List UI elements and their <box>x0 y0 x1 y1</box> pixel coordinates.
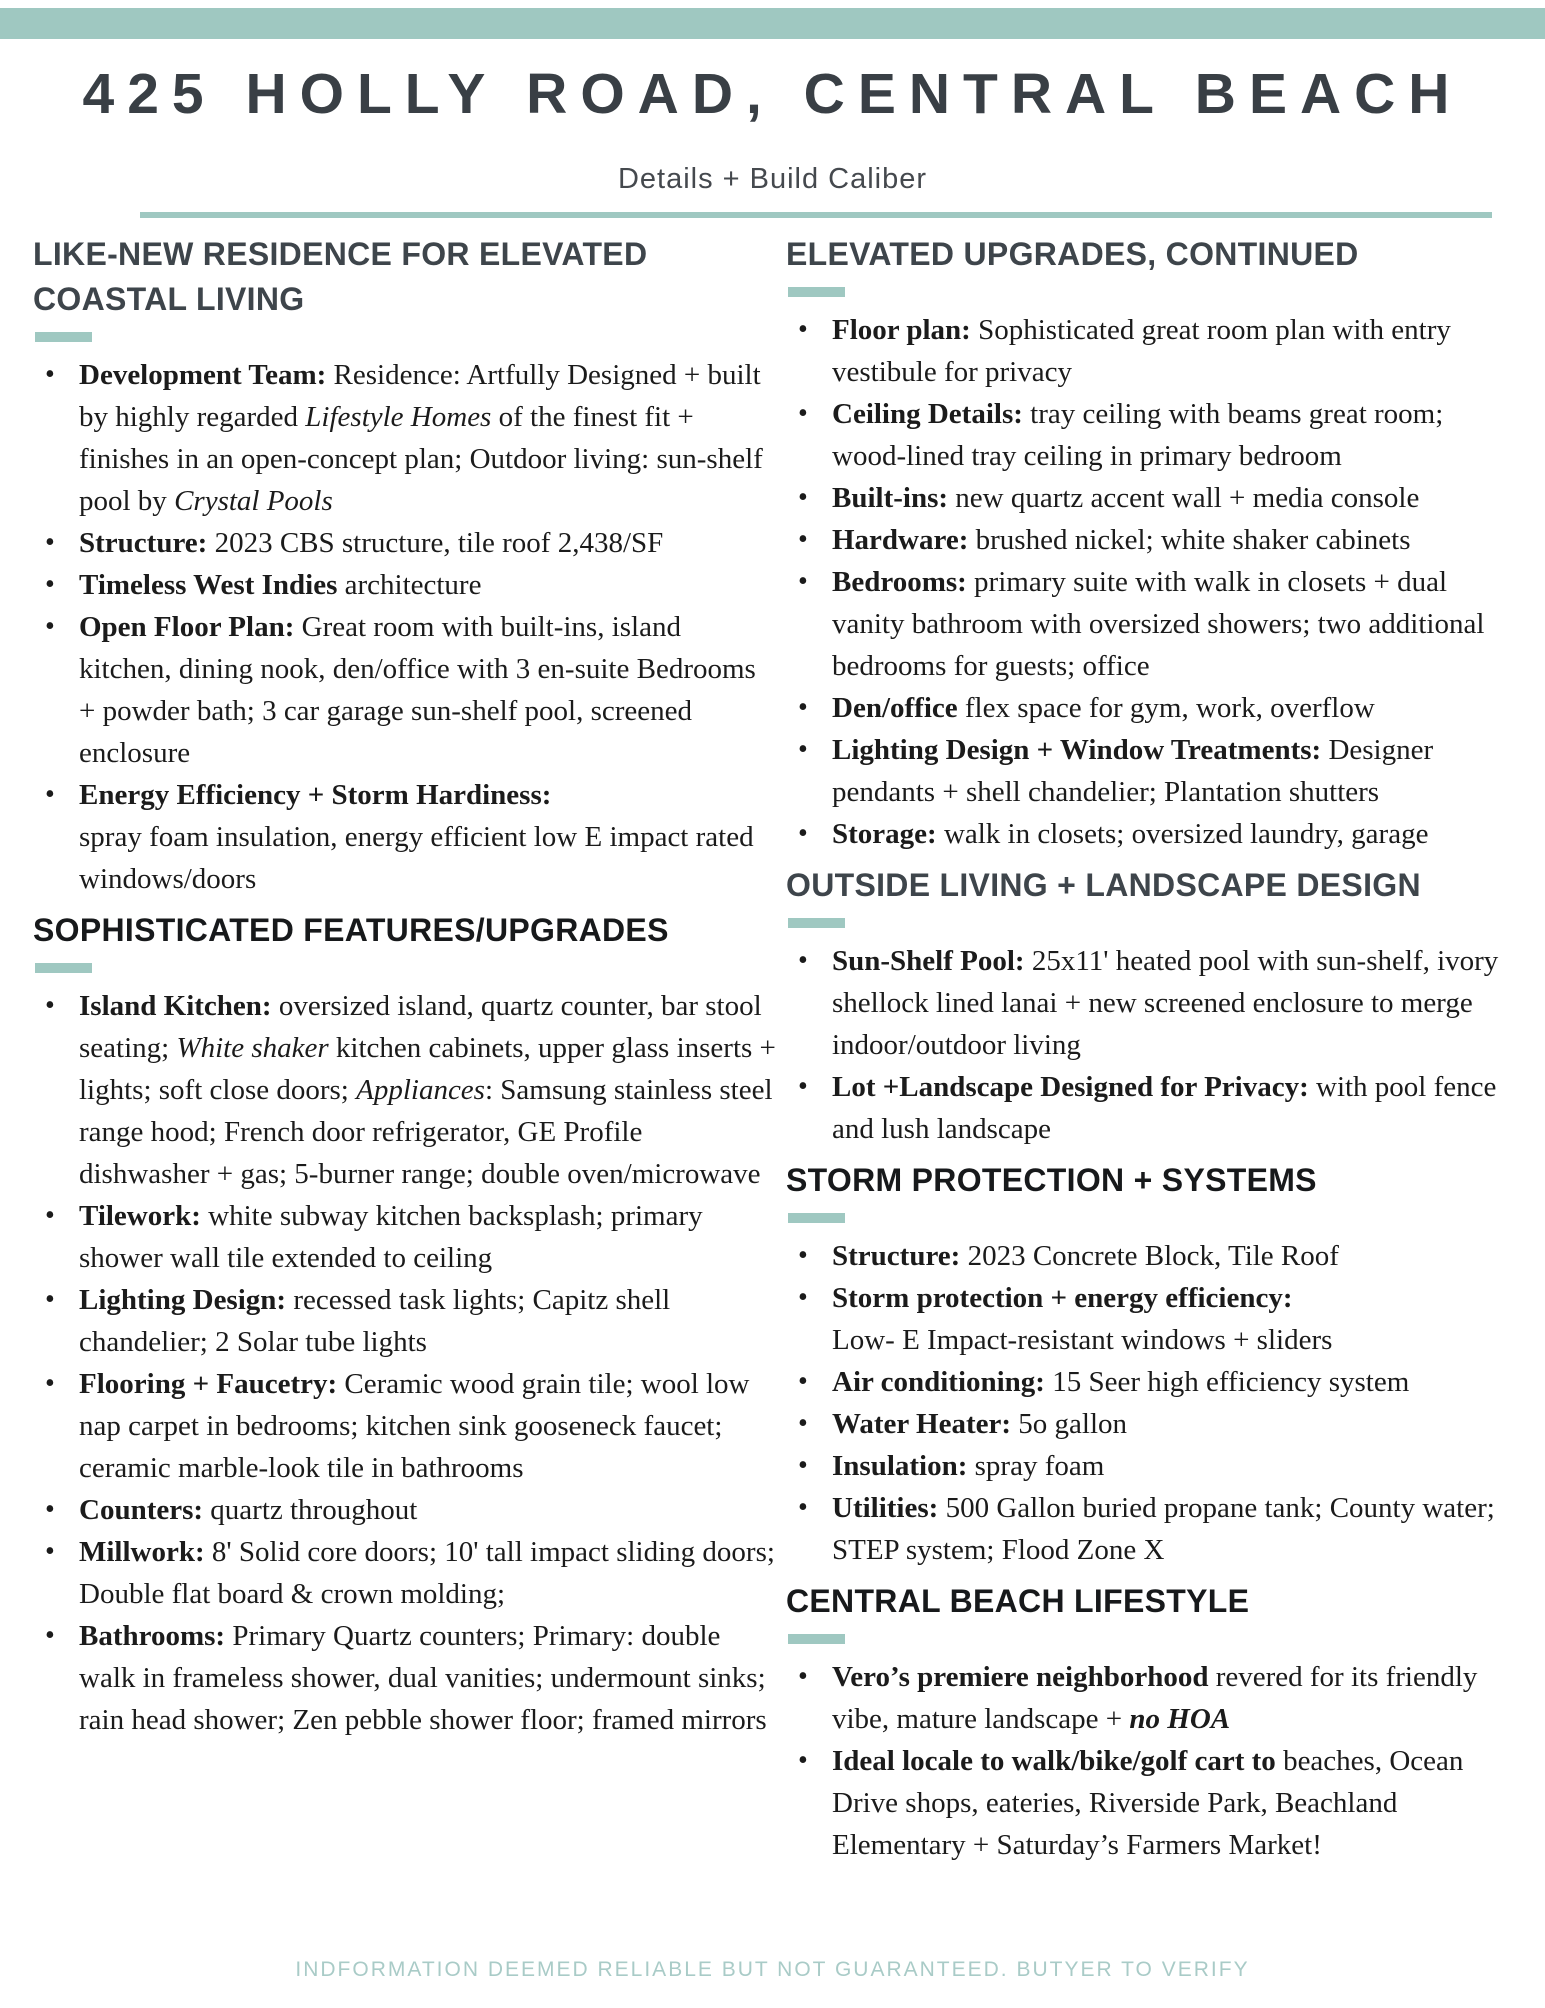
bullet-text-segment: Appliances <box>356 1074 485 1107</box>
section-heading: CENTRAL BEACH LIFESTYLE <box>786 1583 1250 1620</box>
list-item <box>786 519 1523 561</box>
bullet-text-segment: Open Floor Plan: <box>79 611 295 644</box>
bullet-text-segment: 5o gallon <box>1011 1408 1128 1441</box>
bullet-text-segment: new quartz accent wall + media console <box>948 482 1420 515</box>
heading-accent-bar <box>35 963 92 973</box>
bullet-text-segment: recessed task lights; Capitz shell chandelier; 2 Solar tube lights <box>79 1284 671 1359</box>
title-divider <box>140 212 1492 218</box>
bullet-text-segment: beaches, Ocean Drive shops, eateries, Riverside Park, Beachland Elementary + Saturday’s Farmers Market! <box>832 1745 1464 1862</box>
list-item <box>786 1066 1523 1150</box>
bullet-text-segment: walk in closets; oversized laundry, garage <box>936 818 1429 851</box>
bullet-list <box>33 985 778 1741</box>
bullet-text-segment: Millwork: <box>79 1536 205 1569</box>
top-accent-bar <box>0 8 1545 39</box>
bullet-text-segment: no HOA <box>1129 1703 1231 1736</box>
bullet-text-segment: Den/office <box>832 692 958 725</box>
section <box>33 232 778 900</box>
heading-accent-bar <box>35 332 92 342</box>
bullet-text-segment: kitchen cabinets, upper glass inserts + lights; soft close doors; <box>79 1032 776 1107</box>
bullet-text-segment: flex space for gym, work, overflow <box>957 692 1375 725</box>
bullet-text-segment: Tilework: <box>79 1200 201 1233</box>
bullet-text-segment: of the finest fit + finishes in an open-concept plan; Outdoor living: sun-shelf pool by <box>79 401 763 518</box>
page-title: 425 HOLLY ROAD, CENTRAL BEACH <box>82 62 1463 126</box>
bullet-text-segment: Storage: <box>832 818 937 851</box>
bullet-text-segment: Sophisticated great room plan with entry vestibule for privacy <box>832 314 1451 389</box>
section <box>33 908 778 1741</box>
bullet-text-segment: Island Kitchen: <box>79 990 272 1023</box>
bullet-text-segment: Insulation: <box>832 1450 968 1483</box>
section-heading: ELEVATED UPGRADES, CONTINUED <box>786 236 1359 273</box>
bullet-text-segment: Floor plan: <box>832 314 971 347</box>
page-subtitle: Details + Build Caliber <box>617 163 928 196</box>
list-item <box>786 309 1523 393</box>
list-item <box>786 1656 1523 1740</box>
list-item <box>786 1361 1523 1403</box>
bullet-text-segment: Structure: <box>832 1240 961 1273</box>
bullet-text-segment: revered for its friendly vibe, mature landscape + <box>832 1661 1478 1736</box>
list-item <box>33 985 778 1195</box>
bullet-text-segment: Ceiling Details: <box>832 398 1023 431</box>
bullet-list <box>786 940 1523 1150</box>
bullet-text-segment: tray ceiling with beams great room; wood-lined tray ceiling in primary bedroom <box>832 398 1444 473</box>
bullet-text-segment: 2023 Concrete Block, Tile Roof <box>960 1240 1339 1273</box>
bullet-text-segment: Crystal Pools <box>174 485 333 518</box>
heading-accent-bar <box>788 1634 845 1644</box>
bullet-text-segment: 8' Solid core doors; 10' tall impact sliding doors; Double flat board & crown molding; <box>79 1536 775 1611</box>
heading-accent-bar <box>788 1213 845 1223</box>
bullet-text-segment: Lot +Landscape Designed for Privacy: <box>832 1071 1309 1104</box>
list-item <box>786 1277 1523 1361</box>
section-heading: SOPHISTICATED FEATURES/UPGRADES <box>33 912 669 949</box>
bullet-text-segment: Timeless West Indies <box>79 569 338 602</box>
list-item <box>33 354 778 522</box>
list-item <box>33 1363 778 1489</box>
section <box>786 232 1523 855</box>
left-column <box>33 232 778 1866</box>
bullet-text-segment: 25x11' heated pool with sun-shelf, ivory shellock lined lanai + new screened enclosure to merge indoor/outdoor living <box>832 945 1499 1062</box>
bullet-text-segment: with pool fence and lush landscape <box>832 1071 1497 1146</box>
bullet-text-segment: Energy Efficiency + Storm Hardiness: <box>79 779 552 812</box>
bullet-text-segment: Hardware: <box>832 524 969 557</box>
bullet-text-segment: Bathrooms: <box>79 1620 226 1653</box>
bullet-text-segment: Flooring + Faucetry: <box>79 1368 338 1401</box>
heading-accent-bar <box>788 918 845 928</box>
bullet-text-segment: oversized island, quartz counter, bar stool seating; <box>79 990 762 1065</box>
list-item <box>786 1235 1523 1277</box>
bullet-text-segment: Utilities: <box>832 1492 939 1525</box>
section <box>786 863 1523 1150</box>
list-item <box>786 1740 1523 1866</box>
list-item <box>786 1487 1523 1571</box>
bullet-text-segment: Low- E Impact-resistant windows + sliders <box>832 1324 1333 1357</box>
bullet-list <box>786 309 1523 855</box>
list-item <box>786 687 1523 729</box>
bullet-text-segment: Ceramic wood grain tile; wool low nap carpet in bedrooms; kitchen sink gooseneck faucet; ceramic marble-look tile in bathrooms <box>79 1368 750 1485</box>
bullet-text-segment: : Samsung stainless steel range hood; French door refrigerator, GE Profile dishwasher + gas; 5-burner range; double oven/microwave <box>79 1074 773 1191</box>
bullet-text-segment: Lifestyle Homes <box>305 401 492 434</box>
list-item <box>786 1445 1523 1487</box>
bullet-text-segment: brushed nickel; white shaker cabinets <box>968 524 1411 557</box>
bullet-text-segment: Air conditioning: <box>832 1366 1045 1399</box>
section-heading: OUTSIDE LIVING + LANDSCAPE DESIGN <box>786 867 1421 904</box>
bullet-text-segment: quartz throughout <box>203 1494 418 1527</box>
section-heading: LIKE-NEW RESIDENCE FOR ELEVATED COASTAL LIVING <box>33 236 648 318</box>
bullet-text-segment: Structure: <box>79 527 208 560</box>
footer-disclaimer: INDFORMATION DEEMED RELIABLE BUT NOT GUARANTEED. BUTYER TO VERIFY <box>295 1958 1250 1981</box>
bullet-text-segment: Counters: <box>79 1494 204 1527</box>
list-item <box>786 813 1523 855</box>
bullet-text-segment: Vero’s premiere neighborhood <box>832 1661 1209 1694</box>
list-item <box>786 940 1523 1066</box>
bullet-text-segment: Lighting Design: <box>79 1284 287 1317</box>
bullet-text-segment: primary suite with walk in closets + dual vanity bathroom with oversized showers; two additional bedrooms for guests; office <box>832 566 1485 683</box>
list-item <box>33 1531 778 1615</box>
bullet-text-segment: Development Team: <box>79 359 327 392</box>
bullet-text-segment: 500 Gallon buried propane tank; County water; STEP system; Flood Zone X <box>832 1492 1495 1567</box>
bullet-text-segment: Bedrooms: <box>832 566 967 599</box>
bullet-text-segment: Lighting Design + Window Treatments: <box>832 734 1322 767</box>
list-item <box>33 1615 778 1741</box>
bullet-list <box>33 354 778 900</box>
bullet-list <box>786 1235 1523 1571</box>
bullet-text-segment: Ideal locale to walk/bike/golf cart to <box>832 1745 1276 1778</box>
section <box>786 1579 1523 1866</box>
bullet-text-segment: Primary Quartz counters; Primary: double walk in frameless shower, dual vanities; undermount sinks; rain head shower; Zen pebble shower floor; framed mirrors <box>79 1620 767 1737</box>
right-column <box>786 232 1523 1866</box>
list-item <box>786 561 1523 687</box>
bullet-text-segment: Designer pendants + shell chandelier; Plantation shutters <box>832 734 1434 809</box>
list-item <box>786 1403 1523 1445</box>
bullet-text-segment: spray foam <box>967 1450 1105 1483</box>
list-item <box>786 477 1523 519</box>
list-item <box>33 1279 778 1363</box>
bullet-text-segment: 2023 CBS structure, tile roof 2,438/SF <box>207 527 664 560</box>
bullet-text-segment: Sun-Shelf Pool: <box>832 945 1025 978</box>
bullet-text-segment: white subway kitchen backsplash; primary shower wall tile extended to ceiling <box>79 1200 703 1275</box>
bullet-text-segment: Storm protection + energy efficiency: <box>832 1282 1293 1315</box>
bullet-text-segment: spray foam insulation, energy efficient low E impact rated windows/doors <box>79 821 754 896</box>
bullet-text-segment: Great room with built-ins, island kitchen, dining nook, den/office with 3 en-suite Bedrooms + powder bath; 3 car garage sun-shelf pool, screened enclosure <box>79 611 756 770</box>
list-item <box>786 729 1523 813</box>
bullet-text-segment: Built-ins: <box>832 482 949 515</box>
bullet-text-segment: Residence: Artfully Designed + built by highly regarded <box>79 359 761 434</box>
bullet-list <box>786 1656 1523 1866</box>
list-item <box>786 393 1523 477</box>
list-item <box>33 522 778 564</box>
section-heading: STORM PROTECTION + SYSTEMS <box>786 1162 1317 1199</box>
list-item <box>33 774 778 900</box>
bullet-text-segment: 15 Seer high efficiency system <box>1044 1366 1410 1399</box>
bullet-text-segment: Water Heater: <box>832 1408 1012 1441</box>
bullet-text-segment: architecture <box>337 569 482 602</box>
list-item <box>33 1489 778 1531</box>
bullet-text-segment: White shaker <box>176 1032 329 1065</box>
list-item <box>33 1195 778 1279</box>
list-item <box>33 606 778 774</box>
content-columns <box>0 232 1545 1866</box>
list-item <box>33 564 778 606</box>
heading-accent-bar <box>788 287 845 297</box>
section <box>786 1158 1523 1571</box>
